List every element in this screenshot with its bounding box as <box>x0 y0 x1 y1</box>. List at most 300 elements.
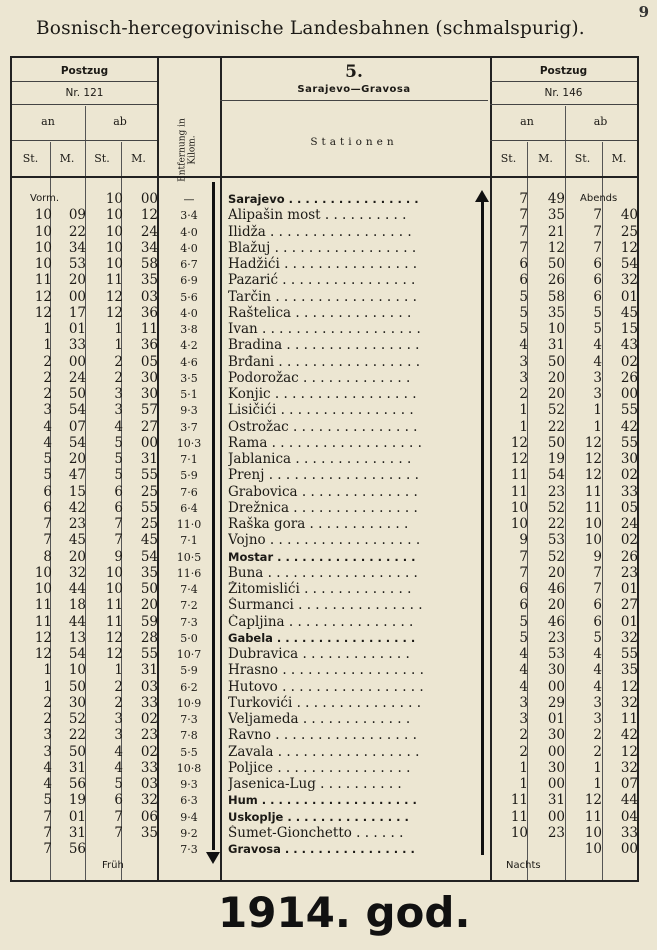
time-cell: 50 <box>68 386 86 402</box>
distance-cell: 10·7 <box>176 648 202 661</box>
distance-cell: 11·6 <box>176 566 202 580</box>
time-cell: 05 <box>140 353 158 370</box>
table-row <box>10 809 639 827</box>
time-cell: 23 <box>68 516 86 532</box>
station-name: Veljameda . . . . . . . . . . . . . <box>228 711 411 727</box>
time-cell: 32 <box>620 759 638 776</box>
time-cell: 12 <box>620 678 638 695</box>
time-cell: 5 <box>43 792 52 809</box>
station-name: Ravno . . . . . . . . . . . . . . . . . <box>228 727 417 744</box>
time-cell: 03 <box>140 776 158 792</box>
time-cell: 7 <box>519 564 528 581</box>
time-cell: 43 <box>620 337 638 354</box>
time-cell: 10 <box>105 191 123 207</box>
time-cell: 26 <box>620 548 638 565</box>
page-header: Bosnisch-hercegovinische Landesbahnen (schmalspurig). <box>36 18 585 39</box>
time-cell: 42 <box>620 727 638 744</box>
table-row <box>10 695 639 713</box>
distance-cell: 9·3 <box>180 778 198 791</box>
time-cell: 32 <box>620 629 638 646</box>
time-cell: 6 <box>593 613 602 630</box>
time-cell: 2 <box>43 386 52 402</box>
time-cell: 11 <box>105 613 123 630</box>
time-cell: 2 <box>593 727 602 744</box>
time-cell: 10 <box>105 207 123 224</box>
time-cell: 00 <box>547 776 565 792</box>
time-cell: 44 <box>68 613 86 630</box>
time-cell: 11 <box>584 483 602 500</box>
time-cell: 55 <box>140 467 158 484</box>
time-cell: 2 <box>593 743 602 760</box>
time-cell: 9 <box>519 532 528 549</box>
table-row <box>10 532 639 550</box>
distance-cell: 6·4 <box>180 501 198 515</box>
time-cell: 42 <box>620 418 638 435</box>
time-cell: 5 <box>593 629 602 646</box>
time-cell: 55 <box>140 646 158 662</box>
distance-cell: 5·5 <box>180 745 198 759</box>
time-cell: 33 <box>68 337 86 354</box>
time-cell: 5 <box>519 613 528 630</box>
time-cell: 6 <box>593 288 602 305</box>
time-cell: 1 <box>43 337 52 354</box>
left-start-note: Vorm. <box>30 193 60 204</box>
table-row <box>10 402 639 420</box>
time-cell: 03 <box>140 288 158 305</box>
table-row <box>10 467 639 485</box>
distance-cell: 5·9 <box>180 469 198 483</box>
time-cell: 22 <box>547 418 565 435</box>
time-cell: 23 <box>620 564 638 581</box>
time-cell: 12 <box>34 629 52 646</box>
table-row <box>10 727 639 745</box>
station-name: Ilidža . . . . . . . . . . . . . . . . . <box>228 223 412 240</box>
time-cell: 02 <box>620 532 638 549</box>
distance-cell: 11·0 <box>176 518 202 531</box>
distance-cell: 3·7 <box>180 420 198 434</box>
page-number: 9 <box>638 3 649 21</box>
time-cell: 7 <box>519 191 528 207</box>
time-cell: 5 <box>519 304 528 321</box>
time-cell: 12 <box>584 792 602 809</box>
right-end-note: Nachts <box>506 860 541 871</box>
time-cell: 23 <box>140 727 158 744</box>
time-cell: 5 <box>593 304 602 321</box>
time-cell: 27 <box>140 418 158 435</box>
time-cell: 7 <box>519 223 528 240</box>
station-name: Blažuj . . . . . . . . . . . . . . . . . <box>228 239 417 256</box>
time-cell: 35 <box>140 564 158 581</box>
time-cell: 40 <box>620 207 638 224</box>
distance-cell: 3·4 <box>180 209 198 223</box>
time-cell: 5 <box>43 451 52 467</box>
station-name: Brđani . . . . . . . . . . . . . . . . . <box>228 353 420 370</box>
time-cell: 35 <box>547 207 565 224</box>
time-cell: 7 <box>593 239 602 256</box>
time-cell: 33 <box>620 483 638 500</box>
left-ab-st-header: St. <box>94 152 110 165</box>
time-cell: 30 <box>547 662 565 679</box>
time-cell: 07 <box>620 776 638 792</box>
time-cell: 42 <box>68 499 86 516</box>
distance-cell: 4·0 <box>180 241 198 255</box>
time-cell: 20 <box>68 548 86 565</box>
table-row <box>10 581 639 599</box>
time-cell: 00 <box>620 841 638 857</box>
station-name: Mostar . . . . . . . . . . . . . . . . . <box>228 549 416 564</box>
table-row <box>10 240 639 258</box>
station-name: Hadžići . . . . . . . . . . . . . . . . <box>228 256 418 272</box>
time-cell: 25 <box>620 223 638 240</box>
time-cell: 12 <box>547 239 565 256</box>
time-cell: 53 <box>547 532 565 549</box>
time-cell: 11 <box>140 321 158 337</box>
station-name: Čapljina . . . . . . . . . . . . . . . <box>228 613 414 630</box>
station-name: Uskoplje . . . . . . . . . . . . . . . <box>228 809 409 824</box>
time-cell: 36 <box>140 304 158 321</box>
time-cell: 31 <box>547 792 565 809</box>
time-cell: 4 <box>593 337 602 354</box>
distance-cell: 6·7 <box>180 258 198 271</box>
time-cell: 59 <box>140 613 158 630</box>
left-train-type: Postzug <box>60 65 109 77</box>
station-name: Jasenica-Lug . . . . . . . . . . <box>228 776 402 792</box>
time-cell: 07 <box>68 418 86 435</box>
station-name: Ivan . . . . . . . . . . . . . . . . . . . <box>228 321 421 337</box>
time-cell: 9 <box>114 548 123 565</box>
table-row <box>10 549 639 567</box>
time-cell: 12 <box>34 288 52 305</box>
time-cell: 01 <box>547 711 565 727</box>
time-cell: 4 <box>593 353 602 370</box>
time-cell: 54 <box>68 646 86 662</box>
time-cell: 1 <box>593 402 602 419</box>
time-cell: 7 <box>593 564 602 581</box>
time-cell: 7 <box>43 516 52 532</box>
time-cell: 7 <box>114 808 123 825</box>
station-name: Zavala . . . . . . . . . . . . . . . . . <box>228 743 420 760</box>
time-cell: 19 <box>547 451 565 467</box>
time-cell: 54 <box>140 548 158 565</box>
distance-cell: 7·2 <box>180 599 198 613</box>
time-cell: 3 <box>43 743 52 760</box>
time-cell: 4 <box>43 434 52 451</box>
left-ab-m-header: M. <box>131 152 146 165</box>
distance-cell: 10·9 <box>176 696 202 710</box>
time-cell: 7 <box>114 824 123 841</box>
time-cell: 10 <box>510 516 528 532</box>
time-cell: 25 <box>140 483 158 500</box>
table-row <box>10 841 639 859</box>
table-row <box>10 386 639 404</box>
time-cell: 25 <box>140 516 158 532</box>
left-an-st-header: St. <box>22 152 39 165</box>
time-cell: 50 <box>68 678 86 695</box>
time-cell: 01 <box>68 808 86 825</box>
station-name: Grabovica . . . . . . . . . . . . . . <box>228 483 418 500</box>
time-cell: 54 <box>620 256 638 272</box>
time-cell: 3 <box>593 369 602 386</box>
time-cell: 10 <box>584 824 602 841</box>
time-cell: 52 <box>547 402 565 419</box>
time-cell: 1 <box>519 418 528 435</box>
station-name: Jablanica . . . . . . . . . . . . . . <box>228 451 412 467</box>
station-name: Alipašin most . . . . . . . . . . <box>228 207 407 224</box>
time-cell: 12 <box>105 646 123 662</box>
table-row <box>10 500 639 518</box>
time-cell: 30 <box>547 727 565 744</box>
time-cell: 30 <box>620 451 638 467</box>
left-an-header: an <box>41 115 55 128</box>
time-cell: 6 <box>43 499 52 516</box>
time-cell: 11 <box>510 467 528 484</box>
route-number: 5. <box>345 62 363 82</box>
time-cell: 22 <box>547 516 565 532</box>
time-cell: 11 <box>34 597 52 614</box>
time-cell: 12 <box>34 646 52 662</box>
time-cell: 12 <box>140 207 158 224</box>
time-cell: 02 <box>620 353 638 370</box>
left-end-note: Früh <box>102 860 124 871</box>
time-cell: 33 <box>140 759 158 776</box>
time-cell: 20 <box>547 369 565 386</box>
table-row <box>10 760 639 778</box>
time-cell: 1 <box>593 759 602 776</box>
time-cell: 3 <box>593 711 602 727</box>
station-name: Buna . . . . . . . . . . . . . . . . . . <box>228 564 418 581</box>
time-cell: 12 <box>105 304 123 321</box>
distance-cell: 9·3 <box>180 404 198 418</box>
table-row <box>10 224 639 242</box>
time-cell: 12 <box>584 467 602 484</box>
time-cell: 00 <box>620 386 638 402</box>
time-cell: 7 <box>593 207 602 224</box>
distance-header: Entfernung in Kilom. <box>177 118 198 182</box>
time-cell: 28 <box>140 629 158 646</box>
station-name: Tarčin . . . . . . . . . . . . . . . . . <box>228 288 417 305</box>
distance-cell: 3·5 <box>180 371 198 385</box>
time-cell: 15 <box>68 483 86 500</box>
time-cell: 31 <box>140 451 158 467</box>
time-cell: 2 <box>43 369 52 386</box>
time-cell: 10 <box>34 581 52 597</box>
time-cell: 10 <box>34 207 52 224</box>
time-cell: 10 <box>105 564 123 581</box>
distance-cell: 5·1 <box>180 388 198 401</box>
time-cell: 24 <box>620 516 638 532</box>
time-cell: 5 <box>114 776 123 792</box>
time-cell: 1 <box>593 418 602 435</box>
time-cell: 10 <box>34 239 52 256</box>
time-cell: 04 <box>620 808 638 825</box>
time-cell: 46 <box>547 613 565 630</box>
time-cell: 1 <box>114 321 123 337</box>
time-cell: 11 <box>584 808 602 825</box>
distance-cell: 5·9 <box>180 664 198 678</box>
time-cell: 24 <box>140 223 158 240</box>
table-row <box>10 256 639 274</box>
station-name: Pazarić . . . . . . . . . . . . . . . . <box>228 272 416 289</box>
time-cell: 12 <box>584 434 602 451</box>
time-cell: 44 <box>620 792 638 809</box>
time-cell: 3 <box>114 711 123 727</box>
station-name: Raštelica . . . . . . . . . . . . . . <box>228 304 412 321</box>
table-row <box>10 321 639 339</box>
time-cell: 7 <box>43 808 52 825</box>
time-cell: 10 <box>34 564 52 581</box>
time-cell: 3 <box>519 694 528 711</box>
time-cell: 3 <box>519 369 528 386</box>
table-row <box>10 207 639 225</box>
time-cell: 00 <box>547 743 565 760</box>
station-name: Žitomislići . . . . . . . . . . . . . <box>228 581 412 597</box>
year-caption: 1914. god. <box>218 888 471 937</box>
time-cell: 52 <box>547 548 565 565</box>
time-cell: 53 <box>68 256 86 272</box>
distance-cell: 7·1 <box>180 453 198 466</box>
time-cell: 5 <box>114 434 123 451</box>
time-cell: 3 <box>114 386 123 402</box>
time-cell: 22 <box>68 223 86 240</box>
table-row <box>10 679 639 697</box>
time-cell: 20 <box>140 597 158 614</box>
station-name: Podorožac . . . . . . . . . . . . . <box>228 369 411 386</box>
right-ab-header: ab <box>593 115 608 128</box>
time-cell: 10 <box>547 321 565 337</box>
time-cell: 11 <box>510 792 528 809</box>
time-cell: 50 <box>547 353 565 370</box>
time-cell: 20 <box>68 451 86 467</box>
station-name: Hrasno . . . . . . . . . . . . . . . . . <box>228 662 424 679</box>
time-cell: 6 <box>593 272 602 289</box>
time-cell: 19 <box>68 792 86 809</box>
time-cell: 35 <box>140 824 158 841</box>
time-cell: 2 <box>43 694 52 711</box>
time-cell: 10 <box>34 223 52 240</box>
time-cell: 54 <box>68 402 86 419</box>
time-cell: 2 <box>114 694 123 711</box>
time-cell: 7 <box>43 841 52 857</box>
time-cell: 7 <box>593 581 602 597</box>
time-cell: 2 <box>519 386 528 402</box>
time-cell: 35 <box>140 272 158 289</box>
time-cell: 2 <box>114 369 123 386</box>
time-cell: 23 <box>547 629 565 646</box>
time-cell: 5 <box>519 321 528 337</box>
station-name: Lisičići . . . . . . . . . . . . . . . . <box>228 402 414 419</box>
time-cell: 8 <box>43 548 52 565</box>
time-cell: 6 <box>519 581 528 597</box>
time-cell: 44 <box>68 581 86 597</box>
distance-cell: 7·8 <box>180 729 198 743</box>
time-cell: 32 <box>620 272 638 289</box>
time-cell: 12 <box>620 743 638 760</box>
table-row <box>10 776 639 794</box>
time-cell: 6 <box>43 483 52 500</box>
time-cell: 4 <box>114 418 123 435</box>
table-row <box>10 646 639 664</box>
station-name: Konjic . . . . . . . . . . . . . . . . . <box>228 386 417 402</box>
distance-cell: 6·3 <box>180 794 198 808</box>
time-cell: 12 <box>34 304 52 321</box>
time-cell: 4 <box>114 743 123 760</box>
station-name: Gabela . . . . . . . . . . . . . . . . . <box>228 630 416 645</box>
time-cell: 12 <box>620 239 638 256</box>
time-cell: 5 <box>114 467 123 484</box>
table-row <box>10 597 639 615</box>
time-cell: 2 <box>519 743 528 760</box>
time-cell: 7 <box>519 207 528 224</box>
station-name: Vojno . . . . . . . . . . . . . . . . . . <box>228 532 421 549</box>
distance-cell: 5·6 <box>180 290 198 304</box>
time-cell: 57 <box>140 402 158 419</box>
right-an-st-header: St. <box>500 152 517 165</box>
distance-cell: 7·4 <box>180 583 198 596</box>
time-cell: 09 <box>68 207 86 224</box>
time-cell: 36 <box>140 337 158 354</box>
time-cell: 12 <box>105 629 123 646</box>
time-cell: 55 <box>620 646 638 662</box>
time-cell: 56 <box>68 841 86 857</box>
time-cell: 4 <box>519 678 528 695</box>
time-cell: 50 <box>547 256 565 272</box>
time-cell: 6 <box>593 256 602 272</box>
time-cell: 1 <box>114 337 123 354</box>
time-cell: 11 <box>510 483 528 500</box>
time-cell: 01 <box>68 321 86 337</box>
time-cell: 6 <box>519 597 528 614</box>
time-cell: 34 <box>68 239 86 256</box>
time-cell: 7 <box>593 223 602 240</box>
time-cell: 6 <box>114 499 123 516</box>
distance-cell: 4·6 <box>180 355 198 369</box>
right-an-header: an <box>520 115 534 128</box>
time-cell: 7 <box>519 548 528 565</box>
table-row <box>10 354 639 372</box>
table-row <box>10 614 639 632</box>
time-cell: 35 <box>547 304 565 321</box>
time-cell: 55 <box>140 499 158 516</box>
station-name: Hutovo . . . . . . . . . . . . . . . . . <box>228 678 424 695</box>
time-cell: 15 <box>620 321 638 337</box>
time-cell: 53 <box>547 646 565 662</box>
left-train-number: Nr. 121 <box>65 87 104 99</box>
left-an-m-header: M. <box>59 152 75 165</box>
time-cell: 31 <box>68 759 86 776</box>
time-cell: 30 <box>547 759 565 776</box>
time-cell: 23 <box>547 483 565 500</box>
time-cell: 7 <box>519 239 528 256</box>
time-cell: 3 <box>43 727 52 744</box>
time-cell: 2 <box>114 353 123 370</box>
time-cell: 12 <box>510 434 528 451</box>
time-cell: 4 <box>519 646 528 662</box>
time-cell: 11 <box>105 272 123 289</box>
time-cell: 20 <box>547 386 565 402</box>
station-name: Dubravica . . . . . . . . . . . . . <box>228 646 410 662</box>
time-cell: 33 <box>140 694 158 711</box>
right-train-number: Nr. 146 <box>544 87 583 99</box>
right-ab-st-header: St. <box>574 152 591 165</box>
time-cell: 30 <box>68 694 86 711</box>
time-cell: 50 <box>68 743 86 760</box>
table-row <box>10 825 639 843</box>
time-cell: 10 <box>68 662 86 679</box>
distance-cell: 9·2 <box>180 826 198 840</box>
time-cell: 10 <box>584 532 602 549</box>
time-cell: 50 <box>547 434 565 451</box>
time-cell: 52 <box>68 711 86 727</box>
